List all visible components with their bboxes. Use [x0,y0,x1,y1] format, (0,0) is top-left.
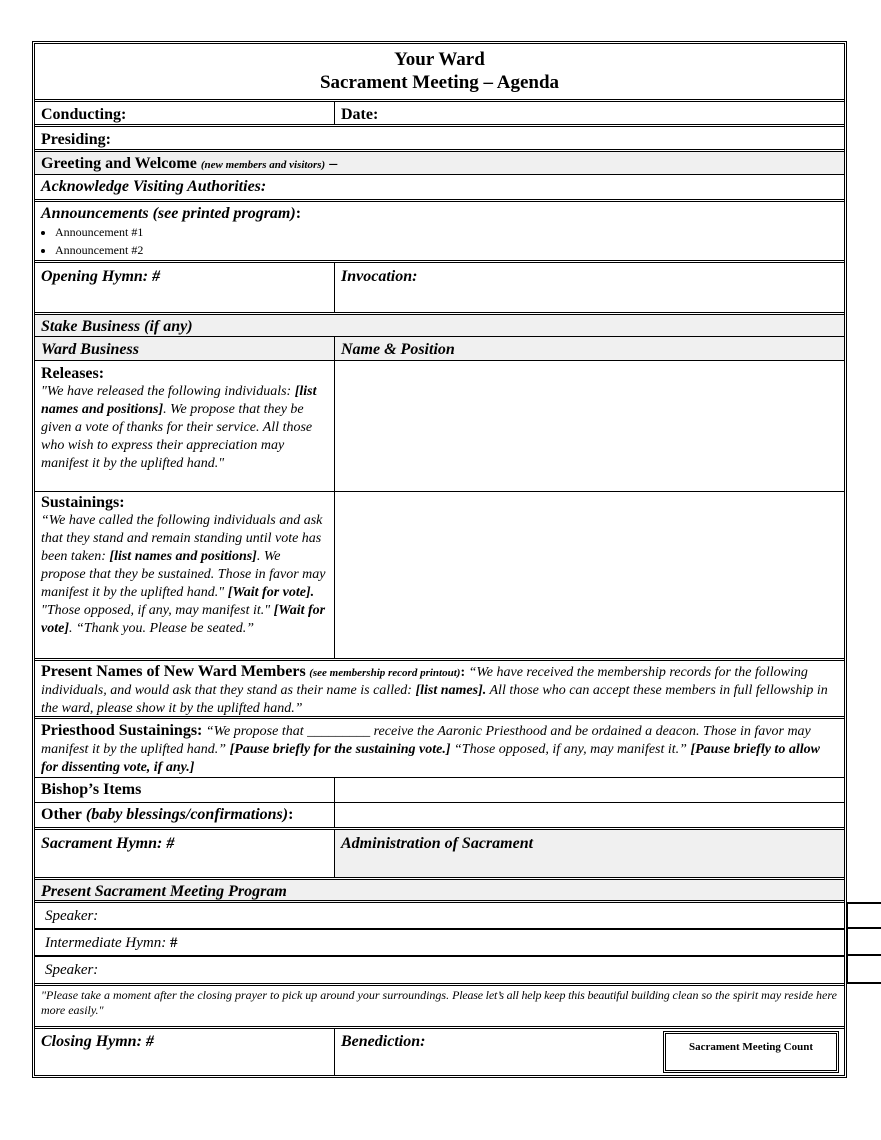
conducting-row [35,102,844,127]
announcements-row [35,202,844,263]
closing-note-text-3: clean so the spirit may reside here more easily." [41,988,837,1017]
sustainings-bold-1: [list names and positions] [109,549,257,564]
list-item: • Announcement #2 [55,241,838,259]
closing-hymn-label: Closing Hymn: # [35,1029,335,1075]
greeting-row [35,152,844,175]
sustainings-text-4: . “Thank you. Please be seated.” [68,621,255,636]
releases-text-2: . We propose that they be given a vote of thanks for their service. All those who wish to express their appreciation may manifest it by the uplifted hand." [41,402,313,471]
releases-bold-1: [list names and positions] [41,384,317,417]
priesthood-text-1: “We propose that _________ receive the Aaronic Priesthood and be ordained a deacon. Those in favor may manifest it by the uplifted hand.” [41,724,811,757]
presiding-label: Presiding: [41,131,111,148]
sustainings-label: Sustainings: [41,494,125,511]
list-item: • Announcement #1 [55,223,838,241]
other-cell[interactable] [335,803,844,827]
sustainings-bold-2: [Wait for vote]. [227,585,315,600]
sustainings-text-2: . We propose that they be sustained. Those in favor may manifest it by the uplifted hand." [41,549,326,600]
speaker-side-box [846,902,881,929]
announcements-label: Announcements (see printed program) [41,205,296,222]
greeting-dash: – [329,155,338,172]
agenda-form [32,41,847,1078]
acknowledge-label: Acknowledge Visiting Authorities: [41,178,267,195]
greeting-note: (new members and visitors) [200,159,326,171]
new-members-colon: : [460,665,466,680]
new-members-text-2: All those who can accept these members in full fellowship in the ward, please show it by the uplifted hand.” [41,683,828,716]
sustainings-bold-3: [Wait for vote] [41,603,326,636]
priesthood-bold-1: [Pause briefly for the sustaining vote.] [229,742,451,757]
new-members-label: Present Names of New Ward Members [41,663,306,680]
releases-names-cell[interactable] [335,361,844,491]
priesthood-row [35,719,844,778]
sustainings-text-3: "Those opposed, if any, may manifest it." [41,603,274,618]
releases-label: Releases: [41,365,105,382]
count-label: Sacrament Meeting Count [688,1041,814,1053]
new-members-text-1: “We have received the membership records for the following individuals, and would ask that they stand as their name is called: [41,665,808,698]
other-colon: : [288,806,294,823]
closing-note-text-1: "Please take a moment after the closing prayer to pick up around your surroundings. [41,988,453,1002]
closing-note-text-2: Please let’s all help keep this beautiful building [452,988,670,1002]
bishops-items-cell[interactable] [335,778,844,802]
releases-text-1: "We have released the following individuals: [41,384,295,399]
announcements-colon: : [295,205,302,222]
bishops-items-label: Bishop’s Items [35,778,335,802]
intermediate-hymn-label: Intermediate Hymn: [45,935,167,951]
intermediate-hymn-row [35,930,844,957]
intermediate-hymn-hash: # [166,935,178,951]
name-position-label: Name & Position [341,341,455,358]
announcement-list [41,223,838,259]
sustainings-row [35,492,844,661]
acknowledge-row [35,175,844,202]
invocation-label: Invocation: [341,268,418,285]
new-members-row [35,661,844,719]
ward-name: Your Ward [394,49,485,70]
header [35,44,844,102]
speaker-2-label: Speaker: [45,962,99,978]
priesthood-text-2: “Those opposed, if any, may manifest it.” [450,742,691,757]
priesthood-label: Priesthood Sustainings: [41,722,203,739]
date-label: Date: [341,106,379,123]
releases-row [35,361,844,492]
ward-business-row [35,337,844,361]
opening-hymn-label: Opening Hymn: # [35,263,335,312]
speaker-1-label: Speaker: [45,908,99,924]
bishops-items-row [35,778,844,803]
presiding-row [35,127,844,152]
page-title: Sacrament Meeting – Agenda [319,72,560,93]
stake-business-row [35,315,844,337]
program-label: Present Sacrament Meeting Program [41,883,287,900]
speaker-2-row [35,957,844,986]
speaker-1-row [35,903,844,930]
other-label: Other [41,806,82,823]
sustainings-names-cell[interactable] [335,492,844,658]
other-note: (baby blessings/confirmations) [85,806,289,823]
new-members-note: (see membership record printout) [309,667,461,679]
benediction-label: Benediction: [341,1033,426,1050]
sustainings-text-1: “We have called the following individuals and ask that they stand and remain standing until vote has been taken: [41,513,323,564]
closing-row [35,1029,844,1075]
speaker-side-box [846,929,881,956]
speaker-side-box [846,956,881,984]
sacrament-hymn-label: Sacrament Hymn: # [35,830,335,877]
sacrament-meeting-count-box[interactable] [663,1031,839,1073]
priesthood-bold-2: [Pause briefly to allow for dissenting vote, if any.] [41,742,820,775]
stake-business-label: Stake Business (if any) [41,318,193,335]
new-members-bold-1: [list names]. [415,683,487,698]
program-row [35,880,844,903]
sacrament-row [35,830,844,880]
closing-note-row [35,986,844,1029]
other-row [35,803,844,830]
administration-label: Administration of Sacrament [335,830,844,877]
conducting-label: Conducting: [35,102,335,124]
ward-business-label: Ward Business [35,337,335,360]
greeting-label: Greeting and Welcome [41,155,197,172]
opening-row [35,263,844,315]
